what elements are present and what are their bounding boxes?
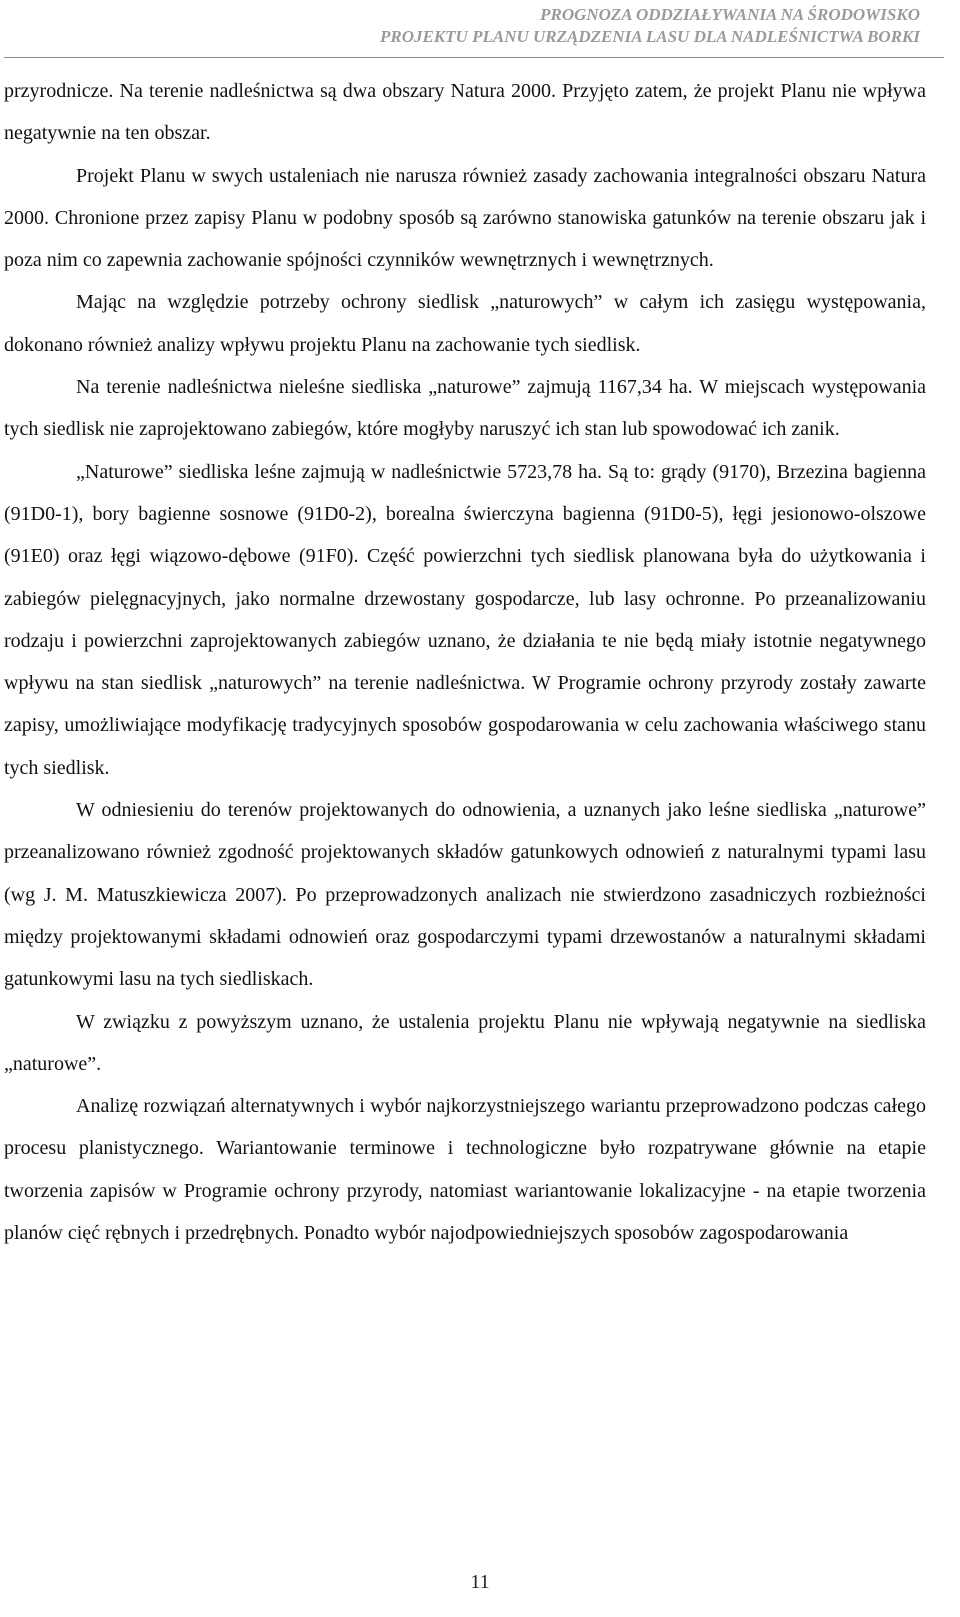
paragraph-non-forest-habitats: Na terenie nadleśnictwa nieleśne siedliska „naturowe” zajmują 1167,34 ha. W miejscach występowania tych siedlisk nie zaprojektowano zabiegów, które mogłyby naruszyć ich stan lub spowodować ich zanik. <box>4 376 926 441</box>
paragraph-continuation: przyrodnicze. Na terenie nadleśnictwa są dwa obszary Natura 2000. Przyjęto zatem, że projekt Planu nie wpływa negatywnie na ten obszar. <box>4 80 926 145</box>
header-divider <box>4 57 944 58</box>
paragraph-conclusion: W związku z powyższym uznano, że ustalenia projektu Planu nie wpływają negatywnie na siedliska „naturowe”. <box>4 1010 926 1075</box>
running-header-line-1: PROGNOZA ODDZIAŁYWANIA NA ŚRODOWISKO <box>540 5 920 24</box>
paragraph-integrity: Projekt Planu w swych ustaleniach nie narusza również zasady zachowania integralności obszaru Natura 2000. Chronione przez zapisy Planu w podobny sposób są zarówno stanowiska gatunków na terenie obszaru jak i poza nim co zapewnia zachowanie spójności czynników wewnętrznych i wewnętrznych. <box>4 164 926 272</box>
paragraph-alternatives: Analizę rozwiązań alternatywnych i wybór najkorzystniejszego wariantu przeprowadzono podczas całego procesu planistycznego. Wariantowanie terminowe i technologiczne było rozpatrywane głównie na etapie tworzenia zapisów w Programie ochrony przyrody, natomiast wariantowanie lokalizacyjne - na etapie tworzenia planów cięć rębnych i przedrębnych. Ponadto wybór najodpowiedniejszych sposobów zagospodarowania <box>4 1095 926 1245</box>
running-header <box>100 4 920 48</box>
running-header-line-2: PROJEKTU PLANU URZĄDZENIA LASU DLA NADLEŚNICTWA BORKI <box>380 27 920 46</box>
paragraph-regeneration: W odniesieniu do terenów projektowanych do odnowienia, a uznanych jako leśne siedliska „naturowe” przeanalizowano również zgodność projektowanych składów gatunkowych odnowień z naturalnymi typami lasu (wg J. M. Matuszkiewicza 2007). Po przeprowadzonych analizach nie stwierdzono zasadniczych rozbieżności między projektowanymi składami odnowień oraz gospodarczymi typami drzewostanów a naturalnymi składami gatunkowymi lasu na tych siedliskach. <box>4 799 926 991</box>
page-number: 11 <box>470 1571 490 1593</box>
body-text <box>4 70 926 1254</box>
paragraph-habitat-analysis: Mając na względzie potrzeby ochrony siedlisk „naturowych” w całym ich zasięgu występowania, dokonano również analizy wpływu projektu Planu na zachowanie tych siedlisk. <box>4 291 926 356</box>
paragraph-forest-habitats: „Naturowe” siedliska leśne zajmują w nadleśnictwie 5723,78 ha. Są to: grądy (9170), Brzezina bagienna (91D0-1), bory bagienne sosnowe (91D0-2), borealna świerczyna bagienna (91D0-5), łęgi jesionowo-olszowe (91E0) oraz łęgi wiązowo-dębowe (91F0). Część powierzchni tych siedlisk planowana była do użytkowania i zabiegów pielęgnacyjnych, jako normalne drzewostany gospodarcze, lub lasy ochronne. Po przeanalizowaniu rodzaju i powierzchni zaprojektowanych zabiegów uznano, że działania te nie będą miały istotnie negatywnego wpływu na stan siedlisk „naturowych” na terenie nadleśnictwa. W Programie ochrony przyrody zostały zawarte zapisy, umożliwiające modyfikację tradycyjnych sposobów gospodarowania w celu zachowania właściwego stanu tych siedlisk. <box>4 460 926 779</box>
